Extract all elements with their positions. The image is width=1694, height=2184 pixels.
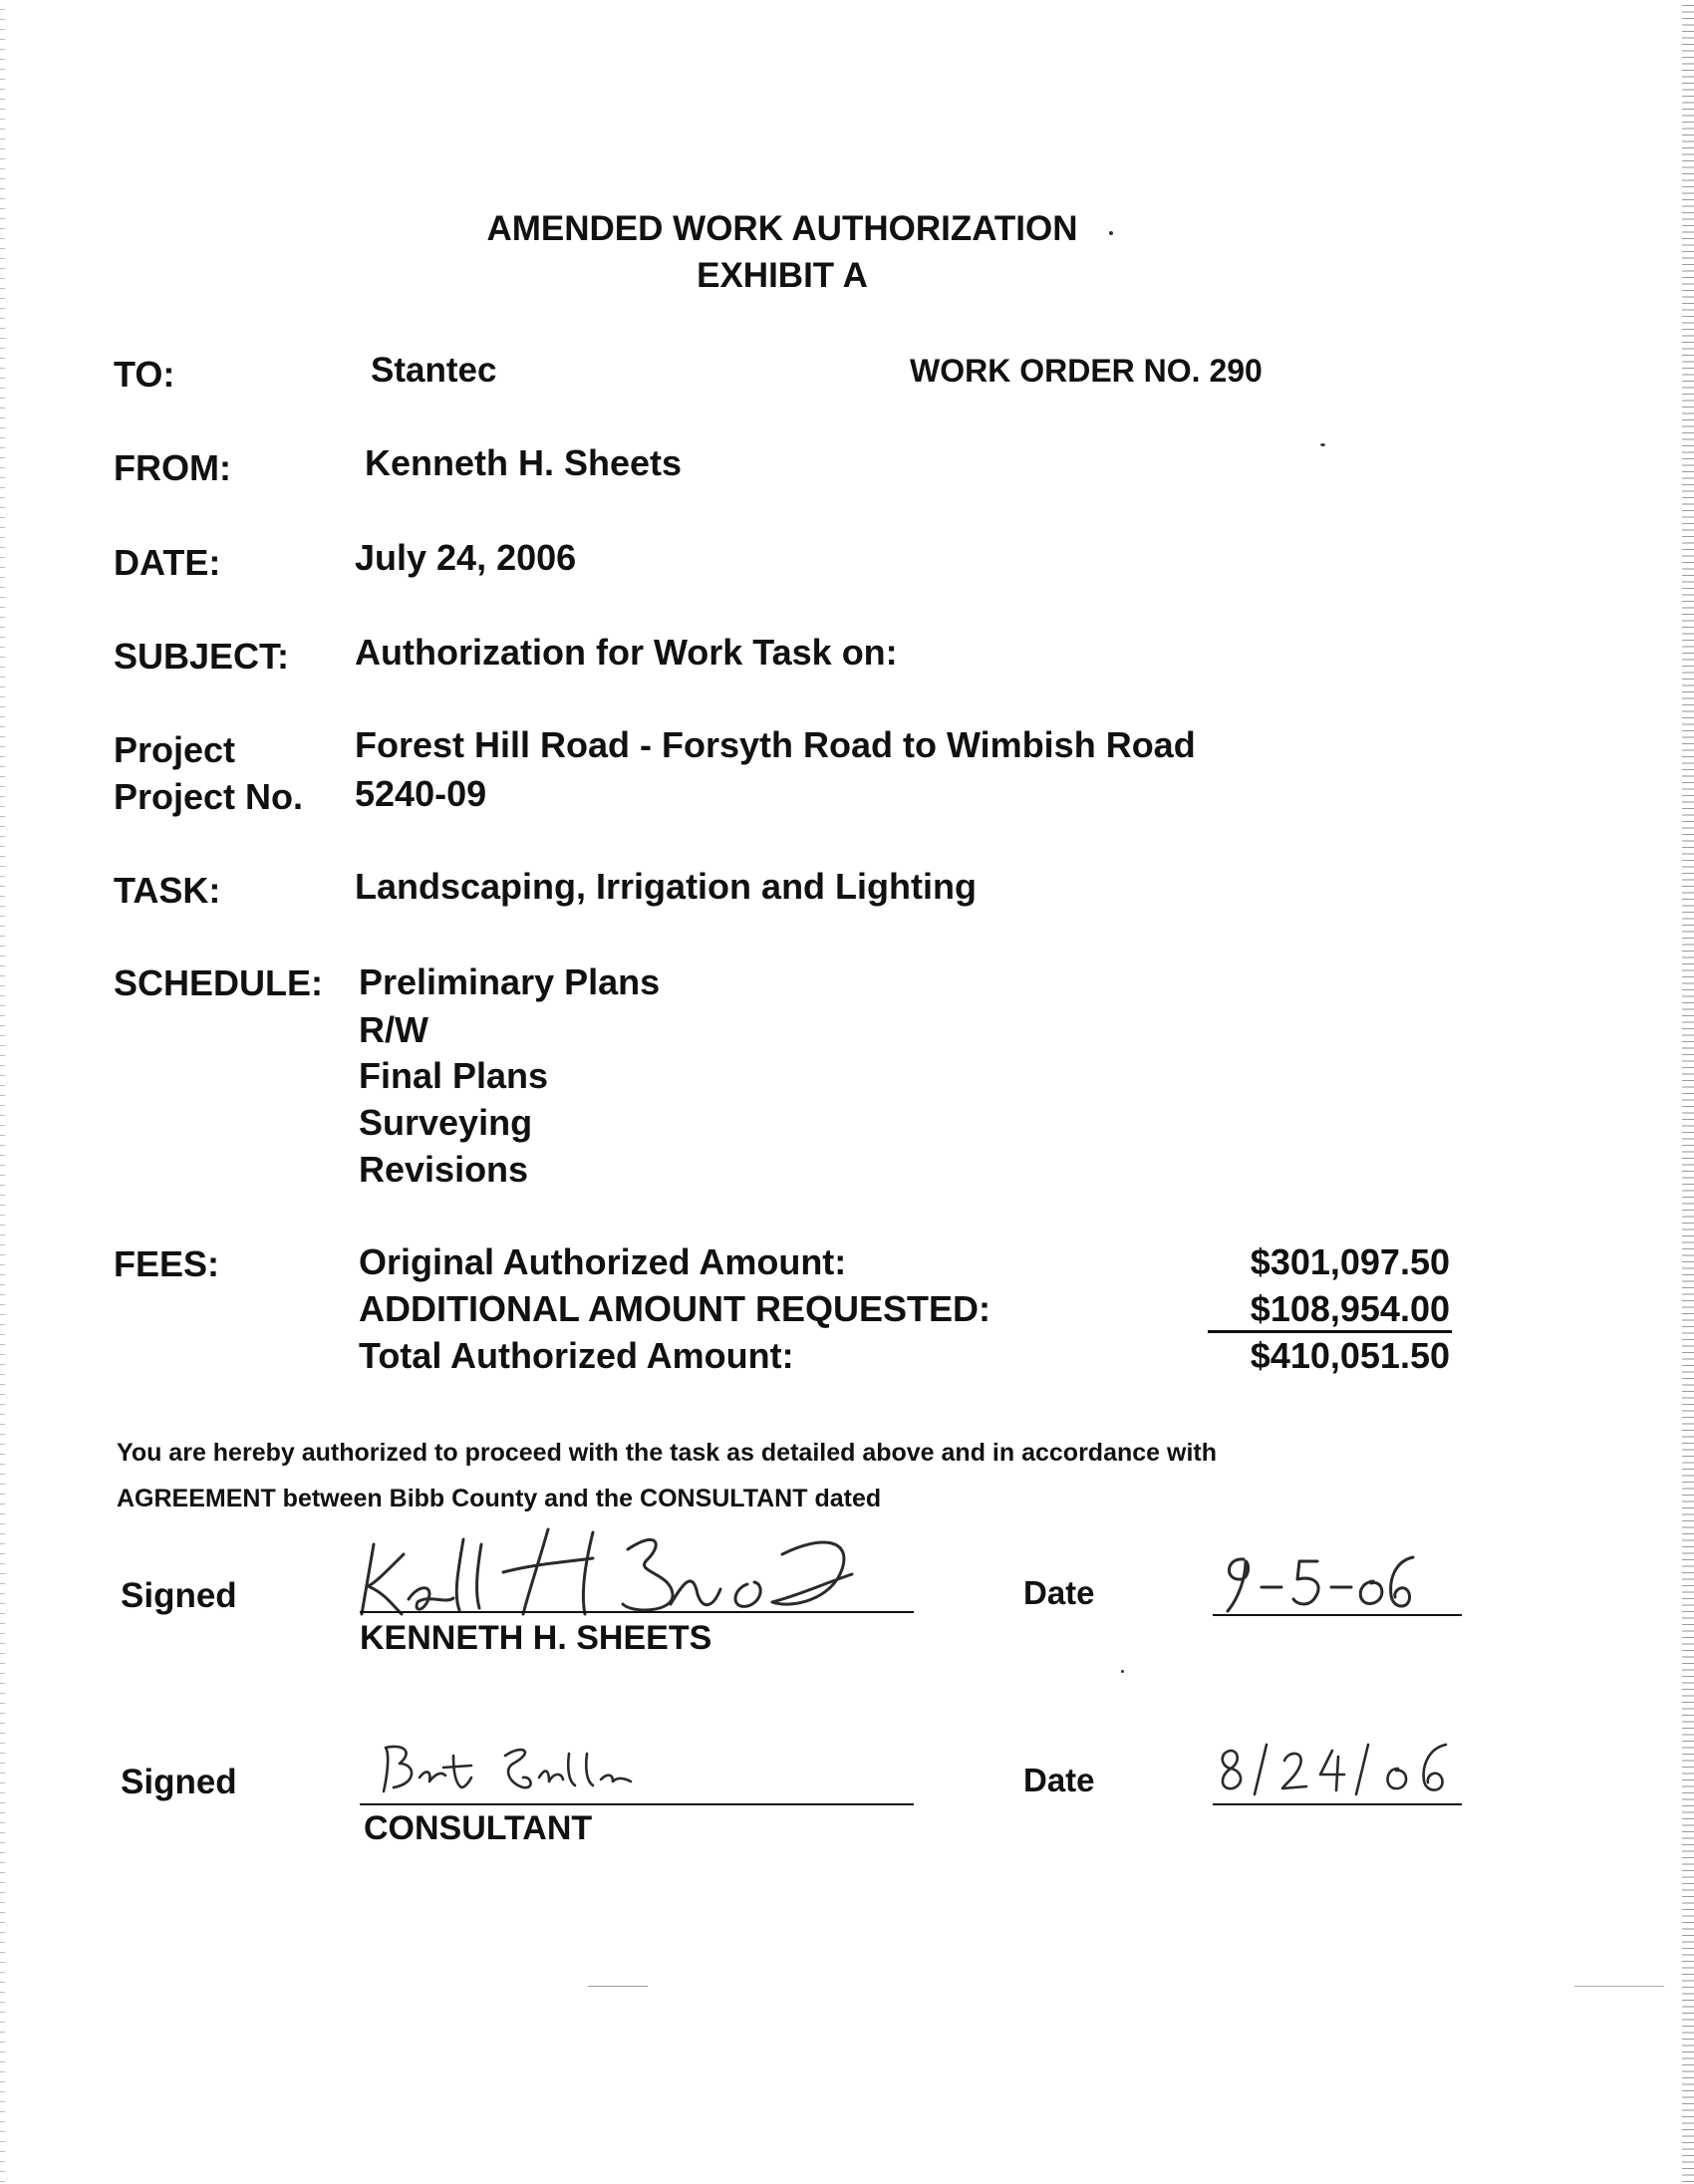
signer-name: CONSULTANT: [364, 1809, 593, 1847]
date-line: [1213, 1614, 1462, 1616]
schedule-item: Revisions: [359, 1149, 529, 1190]
date-label-signature: Date: [1023, 1574, 1095, 1611]
from-label: FROM:: [114, 447, 231, 488]
schedule-item: R/W: [359, 1009, 428, 1050]
project-value: Forest Hill Road - Forsyth Road to Wimbish Road: [355, 724, 1196, 765]
scan-speck: [588, 1986, 648, 1987]
handwritten-date: [1211, 1739, 1460, 1798]
fee-label: ADDITIONAL AMOUNT REQUESTED:: [359, 1288, 990, 1329]
fee-label: Original Authorized Amount:: [359, 1241, 847, 1282]
date-value: July 24, 2006: [355, 537, 577, 578]
signature-consultant: [374, 1734, 673, 1803]
scan-speck: [1121, 1670, 1124, 1673]
project-label: Project: [114, 729, 236, 770]
subject-label: SUBJECT:: [114, 636, 290, 677]
signed-label: Signed: [121, 1763, 237, 1801]
signature-line: [360, 1611, 914, 1613]
scan-speck: [1574, 1986, 1664, 1987]
fee-label: Total Authorized Amount:: [359, 1335, 794, 1376]
subject-value: Authorization for Work Task on:: [355, 632, 898, 673]
project-number-value: 5240-09: [355, 773, 487, 814]
total-rule: [1208, 1330, 1452, 1333]
to-label: TO:: [114, 354, 175, 395]
fee-amount: $410,051.50: [1250, 1335, 1450, 1376]
document-title: AMENDED WORK AUTHORIZATION: [486, 209, 1078, 248]
scan-edge-left: [0, 0, 5, 2184]
date-label: DATE:: [114, 542, 221, 583]
signature-line: [360, 1803, 914, 1805]
schedule-item: Preliminary Plans: [359, 961, 661, 1002]
scan-edge-right: [1682, 0, 1694, 2184]
signer-name: KENNETH H. SHEETS: [360, 1619, 712, 1657]
signed-label: Signed: [121, 1576, 237, 1615]
scan-speck: [1320, 443, 1325, 446]
schedule-item: Final Plans: [359, 1055, 549, 1096]
signature-kenneth-sheets: [354, 1514, 912, 1624]
handwritten-date: [1206, 1549, 1425, 1619]
date-line: [1213, 1803, 1462, 1805]
task-value: Landscaping, Irrigation and Lighting: [355, 866, 977, 907]
document-subtitle: EXHIBIT A: [697, 256, 868, 295]
fees-label: FEES:: [114, 1243, 220, 1284]
date-label-signature: Date: [1023, 1762, 1095, 1798]
to-value: Stantec: [371, 351, 497, 390]
task-label: TASK:: [114, 870, 221, 911]
from-value: Kenneth H. Sheets: [365, 442, 683, 483]
fee-amount: $301,097.50: [1250, 1241, 1450, 1282]
work-order-number: WORK ORDER NO. 290: [910, 353, 1263, 389]
fee-amount: $108,954.00: [1250, 1288, 1450, 1329]
stray-mark: [1109, 231, 1113, 235]
project-number-label: Project No.: [114, 776, 304, 817]
schedule-item: Surveying: [359, 1102, 533, 1143]
authorization-text-line2: AGREEMENT between Bibb County and the CONSULTANT dated: [117, 1485, 882, 1512]
authorization-text-line1: You are hereby authorized to proceed with the task as detailed above and in accordance with: [117, 1439, 1217, 1467]
schedule-label: SCHEDULE:: [114, 962, 324, 1003]
